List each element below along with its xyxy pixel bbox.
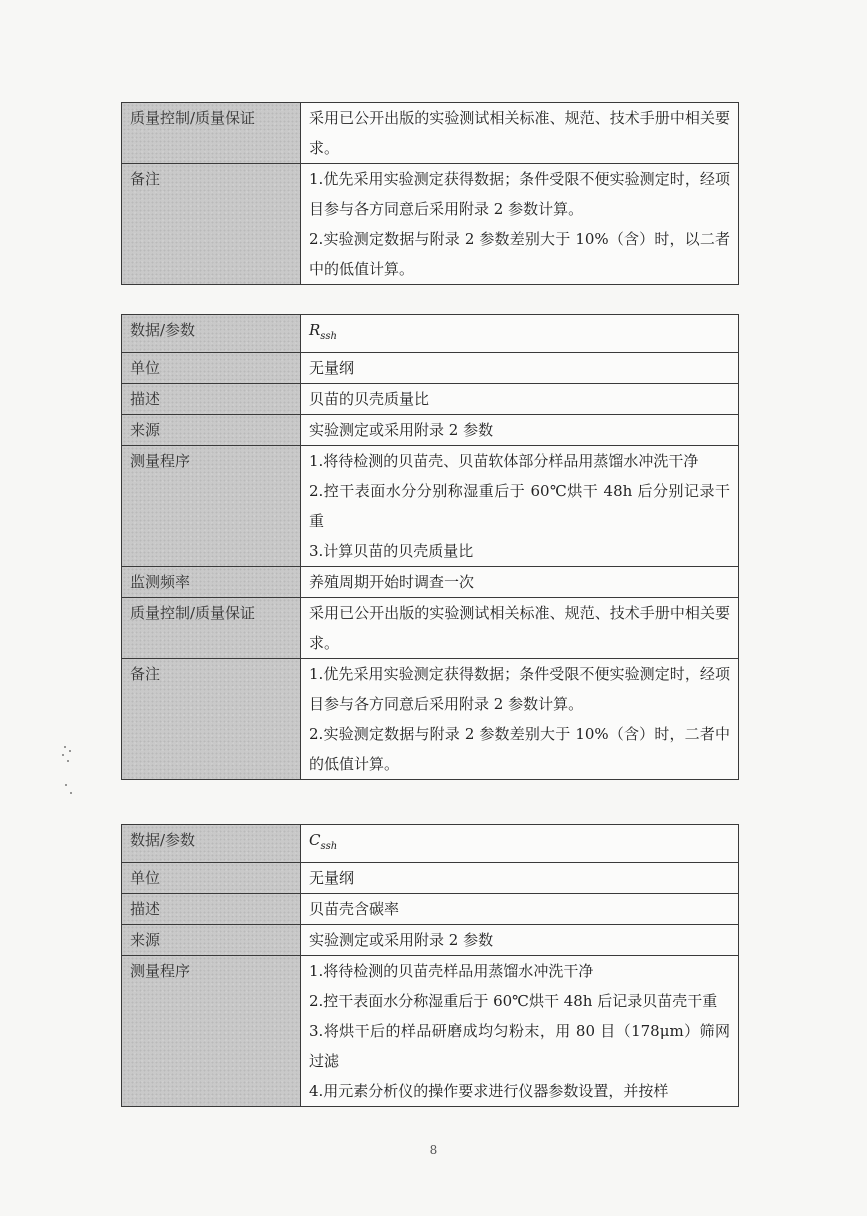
- procedure-step: 2.控干表面水分分别称湿重后于 60℃烘干 48h 后分别记录干重: [309, 482, 730, 530]
- procedure-step: 3.将烘干后的样品研磨成均匀粉末，用 80 目（178μm）筛网过滤: [309, 1022, 730, 1070]
- row-label-qc: 质量控制/质量保证: [122, 598, 301, 659]
- row-label-note: 备注: [122, 164, 301, 285]
- procedure-step: 2.控干表面水分称湿重后于 60℃烘干 48h 后记录贝苗壳干重: [309, 992, 718, 1010]
- params-table-2: [121, 314, 739, 780]
- scan-specks: [60, 740, 80, 800]
- note-line: 1.优先采用实验测定获得数据；条件受限不便实验测定时，经项目参与各方同意后采用附录 2 参数计算。: [309, 170, 730, 218]
- row-label-note: 备注: [122, 659, 301, 780]
- table-row: [122, 894, 739, 925]
- table-row: [122, 956, 739, 1107]
- table-row: [122, 415, 739, 446]
- row-value-qc: 采用已公开出版的实验测试相关标准、规范、技术手册中相关要求。: [301, 103, 739, 164]
- table-row: [122, 863, 739, 894]
- table-row: [122, 446, 739, 567]
- note-line: 2.实验测定数据与附录 2 参数差别大于 10%（含）时，以二者中的低值计算。: [309, 230, 730, 278]
- param-symbol: $C_{ssh}$: [309, 831, 338, 852]
- row-label-param: 数据/参数: [122, 825, 301, 863]
- row-value-note: [301, 659, 739, 780]
- params-table-1: [121, 102, 739, 285]
- row-value-procedure: [301, 446, 739, 567]
- table-row: [122, 103, 739, 164]
- row-label-param: 数据/参数: [122, 315, 301, 353]
- row-value-unit: 无量纲: [301, 863, 739, 894]
- row-label-unit: 单位: [122, 353, 301, 384]
- table-row: [122, 598, 739, 659]
- row-value-source: 实验测定或采用附录 2 参数: [301, 925, 739, 956]
- row-value-qc: 采用已公开出版的实验测试相关标准、规范、技术手册中相关要求。: [301, 598, 739, 659]
- row-value-param: [301, 825, 739, 863]
- row-value-frequency: 养殖周期开始时调查一次: [301, 567, 739, 598]
- page-number: 8: [429, 1143, 438, 1157]
- params-table-3: [121, 824, 739, 1107]
- table-row: [122, 825, 739, 863]
- row-label-desc: 描述: [122, 894, 301, 925]
- row-value-desc: 贝苗的贝壳质量比: [301, 384, 739, 415]
- note-line: 1.优先采用实验测定获得数据；条件受限不便实验测定时，经项目参与各方同意后采用附录 2 参数计算。: [309, 665, 730, 713]
- note-line: 2.实验测定数据与附录 2 参数差别大于 10%（含）时，二者中的低值计算。: [309, 725, 730, 773]
- row-label-desc: 描述: [122, 384, 301, 415]
- row-label-source: 来源: [122, 925, 301, 956]
- procedure-step: 1.将待检测的贝苗壳、贝苗软体部分样品用蒸馏水冲洗干净: [309, 452, 699, 470]
- row-label-unit: 单位: [122, 863, 301, 894]
- procedure-step: 4.用元素分析仪的操作要求进行仪器参数设置，并按样: [309, 1082, 669, 1100]
- table-row: [122, 567, 739, 598]
- table-row: [122, 164, 739, 285]
- row-label-procedure: 测量程序: [122, 446, 301, 567]
- row-label-source: 来源: [122, 415, 301, 446]
- row-value-param: [301, 315, 739, 353]
- table-row: [122, 384, 739, 415]
- table-row: [122, 315, 739, 353]
- procedure-step: 1.将待检测的贝苗壳样品用蒸馏水冲洗干净: [309, 962, 594, 980]
- table-row: [122, 925, 739, 956]
- procedure-step: 3.计算贝苗的贝壳质量比: [309, 542, 474, 560]
- row-label-qc: 质量控制/质量保证: [122, 103, 301, 164]
- row-value-desc: 贝苗壳含碳率: [301, 894, 739, 925]
- row-value-unit: 无量纲: [301, 353, 739, 384]
- table-row: [122, 353, 739, 384]
- row-label-procedure: 测量程序: [122, 956, 301, 1107]
- row-value-procedure: [301, 956, 739, 1107]
- table-row: [122, 659, 739, 780]
- row-value-note: [301, 164, 739, 285]
- param-symbol: $R_{ssh}$: [309, 321, 338, 342]
- row-value-source: 实验测定或采用附录 2 参数: [301, 415, 739, 446]
- row-label-frequency: 监测频率: [122, 567, 301, 598]
